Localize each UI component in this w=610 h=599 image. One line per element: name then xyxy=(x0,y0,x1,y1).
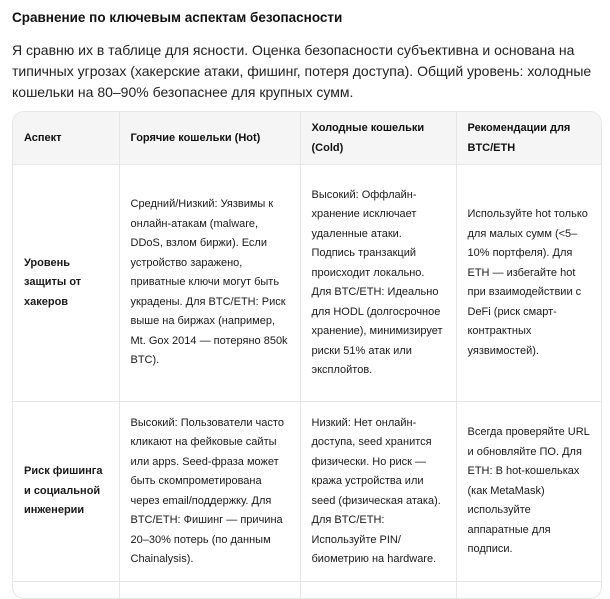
intro-paragraph: Я сравню их в таблице для ясности. Оценка безопасности субъективна и основана на типичных угрозах (хакерские атаки, фишинг, потеря доступа). Общий уровень: холодные кошельки на 80–90% безопаснее для крупных сумм. xyxy=(12,40,597,103)
cell-aspect: Риск фишинга и социальной инженерии xyxy=(13,402,119,582)
comparison-table xyxy=(12,111,602,599)
header-cold-wallets: Холодные кошельки (Cold) xyxy=(300,112,456,165)
cell-recommendation: Всегда проверяйте URL и обновляйте ПО. Для ETH: В hot-кошельках (как MetaMask) используйте аппаратные для подписи. xyxy=(456,402,601,582)
cell-recommendation xyxy=(456,582,601,599)
cell-cold: Высокий: Оффлайн-хранение исключает удаленные атаки. Подпись транзакций происходит локально. Для BTC/ETH: Идеально для HODL (долгосрочное хранение), минимизирует риски 51% атак или эксплойтов. xyxy=(300,165,456,402)
cell-cold: Низкий: Нет онлайн-доступа, seed хранится физически. Но риск — кража устройства или seed (физическая атака). Для BTC/ETH: Используйте PIN/биометрию на hardware. xyxy=(300,402,456,582)
table-row xyxy=(13,402,601,582)
table-header-row xyxy=(13,112,601,165)
table-row xyxy=(13,165,601,402)
section-heading: Сравнение по ключевым аспектам безопасности xyxy=(12,10,342,25)
cell-aspect xyxy=(13,582,119,599)
cell-cold xyxy=(300,582,456,599)
header-hot-wallets: Горячие кошельки (Hot) xyxy=(119,112,300,165)
cell-aspect: Уровень защиты от хакеров xyxy=(13,165,119,402)
cell-hot xyxy=(119,582,300,599)
cell-hot: Высокий: Пользователи часто кликают на фейковые сайты или apps. Seed-фраза может быть скомпрометирована через email/поддержку. Для BTC/ETH: Фишинг — причина 20–30% потерь (по данным Chainalysis). xyxy=(119,402,300,582)
header-recommendations: Рекомендации для BTC/ETH xyxy=(456,112,601,165)
table-row xyxy=(13,582,601,599)
cell-recommendation: Используйте hot только для малых сумм (<5–10% портфеля). Для ETH — избегайте hot при взаимодействии с DeFi (риск смарт-контрактных уязвимостей). xyxy=(456,165,601,402)
header-aspect: Аспект xyxy=(13,112,119,165)
cell-hot: Средний/Низкий: Уязвимы к онлайн-атакам (malware, DDoS, взлом биржи). Если устройство заражено, приватные ключи могут быть украдены. Для BTC/ETH: Риск выше на биржах (например, Mt. Gox 2014 — потеряно 850k BTC). xyxy=(119,165,300,402)
